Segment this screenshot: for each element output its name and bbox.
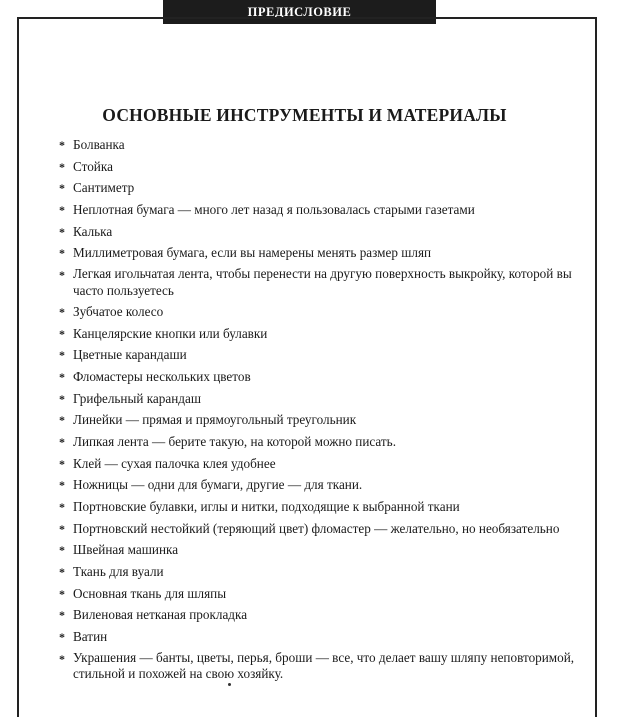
star-bullet-icon: * xyxy=(59,348,65,363)
list-item-text: Портновские булавки, иглы и нитки, подходящие к выбранной ткани xyxy=(73,499,460,514)
star-bullet-icon: * xyxy=(59,586,65,601)
list-item xyxy=(59,628,599,646)
list-item xyxy=(59,606,599,624)
star-bullet-icon: * xyxy=(59,304,65,319)
list-item-text: Болванка xyxy=(73,137,125,152)
list-item xyxy=(59,455,599,473)
star-bullet-icon: * xyxy=(59,391,65,406)
list-item-text: Портновский нестойкий (теряющий цвет) фломастер — желательно, но необязательно xyxy=(73,520,560,536)
list-item-text: Миллиметровая бумага, если вы намерены менять размер шляп xyxy=(73,245,432,261)
page-title: ОСНОВНЫЕ ИНСТРУМЕНТЫ И МАТЕРИАЛЫ xyxy=(102,105,507,125)
materials-list xyxy=(59,136,599,687)
list-item xyxy=(59,266,599,299)
star-bullet-icon: * xyxy=(59,521,65,536)
list-item-text: Основная ткань для шляпы xyxy=(73,585,227,601)
list-item-text: Линейки — прямая и прямоугольный треугольник xyxy=(73,412,357,428)
page-frame xyxy=(17,17,597,717)
list-item xyxy=(59,201,599,219)
star-bullet-icon: * xyxy=(59,246,65,261)
list-item-text: Виленовая нетканая прокладка xyxy=(73,607,248,623)
list-item xyxy=(59,303,599,321)
list-item xyxy=(59,244,599,262)
list-item-text: Легкая игольчатая лента, чтобы перенести на другую поверхность выкройку, которой вы часто пользуетесь xyxy=(73,266,572,298)
list-item-text: Ножницы — одни для бумаги, другие — для ткани. xyxy=(73,477,363,493)
print-speck-decoration xyxy=(228,683,231,686)
list-item-text: Цветные карандаши xyxy=(73,347,187,363)
list-item xyxy=(59,136,599,154)
list-item xyxy=(59,223,599,241)
star-bullet-icon: * xyxy=(59,500,65,514)
list-item xyxy=(59,585,599,603)
list-item-text: Швейная машинка xyxy=(73,542,179,558)
list-item-text: Грифельный карандаш xyxy=(73,390,201,406)
star-bullet-icon: * xyxy=(59,181,65,196)
list-item xyxy=(59,179,599,197)
star-bullet-icon: * xyxy=(59,651,65,666)
list-item-text: Неплотная бумага — много лет назад я пользовалась старыми газетами xyxy=(73,202,475,218)
star-bullet-icon: * xyxy=(59,224,65,239)
list-item xyxy=(59,325,599,343)
star-bullet-icon: * xyxy=(59,608,65,623)
list-item xyxy=(59,650,599,683)
star-bullet-icon: * xyxy=(59,138,65,152)
list-item-text: Фломастеры нескольких цветов xyxy=(73,368,251,384)
list-item-text: Липкая лента — берите такую, на которой можно писать. xyxy=(73,433,396,449)
list-item xyxy=(59,498,599,516)
list-item xyxy=(59,390,599,408)
list-item-text: Ватин xyxy=(73,629,108,645)
list-item xyxy=(59,476,599,494)
list-item-text: Сантиметр xyxy=(73,180,135,196)
list-item xyxy=(59,541,599,559)
list-item-text: Стойка xyxy=(73,158,113,174)
list-item-text: Украшения — банты, цветы, перья, броши — все, что делает вашу шляпу неповторимой, стильной и похожей на свою хозяйку. xyxy=(73,649,575,682)
star-bullet-icon: * xyxy=(59,203,65,218)
list-item xyxy=(59,411,599,429)
list-item-text: Калька xyxy=(73,223,113,239)
star-bullet-icon: * xyxy=(59,434,65,449)
list-item-text: Ткань для вуали xyxy=(73,564,164,580)
list-item-text: Канцелярские кнопки или булавки xyxy=(73,325,268,341)
list-item-text: Клей — сухая палочка клея удобнее xyxy=(73,455,276,471)
list-item xyxy=(59,520,599,538)
star-bullet-icon: * xyxy=(59,159,65,174)
list-item xyxy=(59,563,599,581)
star-bullet-icon: * xyxy=(59,543,65,558)
star-bullet-icon: * xyxy=(59,630,65,645)
section-header-label: ПРЕДИСЛОВИЕ xyxy=(247,4,352,19)
list-item xyxy=(59,158,599,176)
star-bullet-icon: * xyxy=(59,456,65,471)
star-bullet-icon: * xyxy=(59,326,65,341)
star-bullet-icon: * xyxy=(59,478,65,493)
star-bullet-icon: * xyxy=(59,268,65,283)
star-bullet-icon: * xyxy=(59,565,65,580)
star-bullet-icon: * xyxy=(59,413,65,428)
list-item xyxy=(59,368,599,386)
star-bullet-icon: * xyxy=(59,369,65,384)
list-item-text: Зубчатое колесо xyxy=(73,303,164,319)
list-item xyxy=(59,433,599,451)
list-item xyxy=(59,346,599,364)
